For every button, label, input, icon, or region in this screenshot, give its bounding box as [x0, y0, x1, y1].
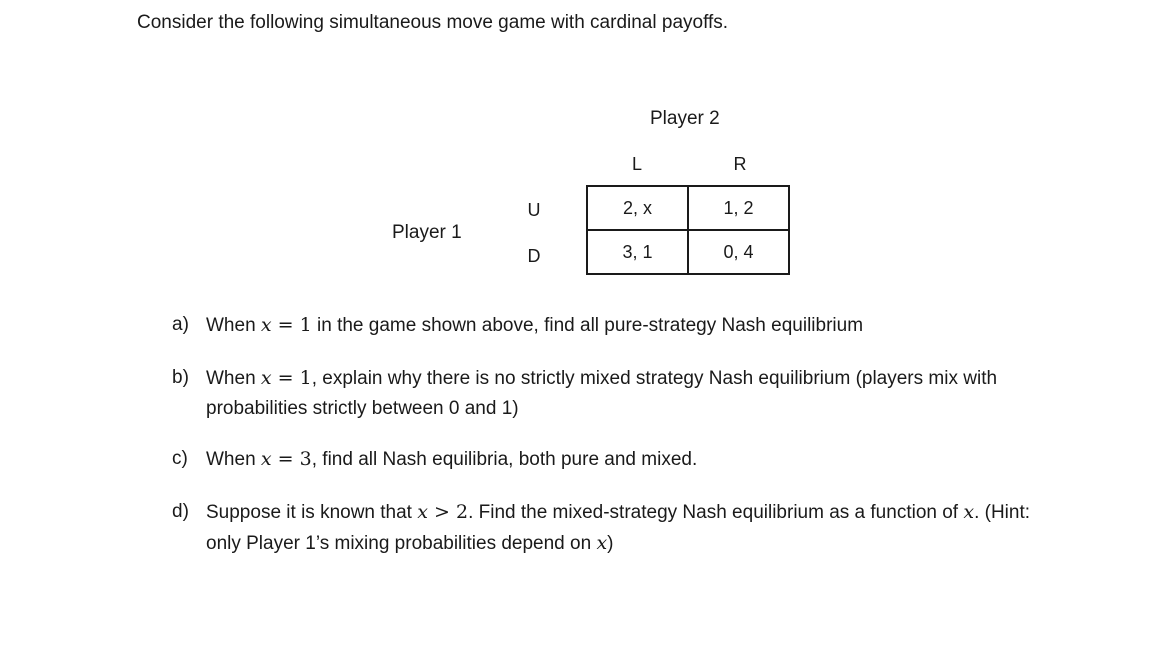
- question-b: [172, 363, 1072, 419]
- payoff-cell-d-l: 3, 1: [587, 230, 688, 274]
- payoff-cell-u-r: 1, 2: [688, 186, 789, 230]
- payoff-row-d: [587, 230, 789, 274]
- question-a: [172, 310, 1072, 340]
- player1-label: Player 1: [392, 222, 462, 243]
- question-body: [206, 363, 1046, 424]
- question-body: [206, 497, 1046, 559]
- column-label-r: R: [733, 154, 747, 174]
- math-operator: = 1: [271, 314, 312, 336]
- row-label-d: D: [527, 246, 541, 266]
- question-text: Suppose it is known that: [206, 502, 418, 523]
- payoff-cell-u-l: 2, x: [587, 186, 688, 230]
- question-text: , explain why there is no strictly mixed strategy Nash equilibrium (players mix with probabilities strictly between 0 and 1): [206, 368, 998, 419]
- math-variable: x: [260, 367, 272, 389]
- question-letter: d): [172, 501, 189, 522]
- question-d: [172, 497, 1072, 554]
- question-text: When: [206, 368, 261, 389]
- math-operator: = 1: [271, 367, 312, 389]
- math-expression: [261, 448, 312, 470]
- question-text: , find all Nash equilibria, both pure and mixed.: [311, 449, 698, 470]
- question-text: in the game shown above, find all pure-strategy Nash equilibrium: [311, 315, 864, 336]
- math-variable: x: [260, 448, 272, 470]
- row-label-u: U: [527, 200, 541, 220]
- question-text: . (Hint: only Player 1’s mixing probabilities depend on: [206, 502, 1031, 554]
- payoff-matrix: [586, 185, 790, 275]
- math-expression: [963, 501, 974, 523]
- math-expression: [261, 314, 312, 336]
- payoff-row-u: [587, 186, 789, 230]
- payoff-cell-d-r: 0, 4: [688, 230, 789, 274]
- question-letter: b): [172, 367, 189, 388]
- question-c: [172, 444, 1072, 474]
- math-variable: x: [963, 501, 975, 523]
- question-text: When: [206, 315, 261, 336]
- question-letter: c): [172, 448, 188, 469]
- intro-text: Consider the following simultaneous move game with cardinal payoffs.: [137, 12, 729, 33]
- question-letter: a): [172, 314, 189, 335]
- math-variable: x: [596, 532, 608, 554]
- question-text: ): [607, 533, 614, 554]
- column-label-l: L: [631, 154, 642, 174]
- question-text: When: [206, 449, 261, 470]
- math-expression: [596, 532, 607, 554]
- question-body: [206, 444, 1046, 475]
- math-variable: x: [260, 314, 272, 336]
- player2-label: Player 2: [650, 108, 720, 129]
- math-expression: [261, 367, 312, 389]
- math-expression: [417, 501, 468, 523]
- question-body: [206, 310, 1046, 341]
- math-operator: > 2: [427, 501, 469, 523]
- math-variable: x: [417, 501, 428, 523]
- math-operator: = 3: [271, 448, 312, 470]
- question-text: . Find the mixed-strategy Nash equilibrium as a function of: [468, 502, 964, 523]
